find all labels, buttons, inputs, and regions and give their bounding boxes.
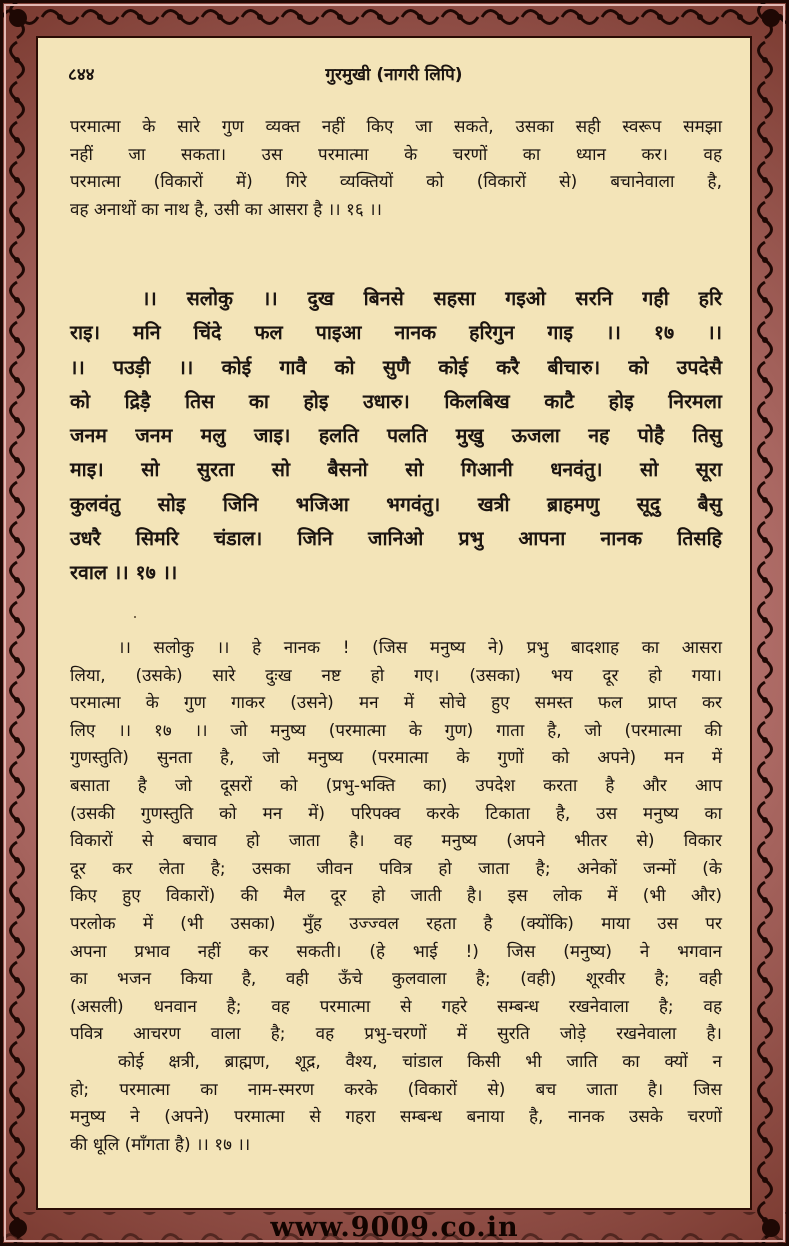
text-line: ।। सलोकु ।। हे नानक ! (जिस मनुष्य ने) प्रभु बादशाह का आसरा (118, 638, 722, 658)
verse-line: जनम जनम मलु जाइ। हलति पलति मुखु ऊजला नह पोहै तिसु (70, 424, 722, 448)
verse-line: कुलवंतु सोइ जिनि भजिआ भगवंतु। खत्री ब्राहमणु सूदु बैसु (70, 492, 722, 516)
verse-line: रवाल ।। १७ ।। (70, 561, 178, 585)
text-line: परमात्मा के सारे गुण व्यक्त नहीं किए जा सकते, उसका सही स्वरूप समझा (70, 117, 722, 137)
verse-line: उधरै सिमरि चंडाल। जिनि जानिओ प्रभु आपना नानक तिसहि (70, 527, 722, 551)
text-line: बसाता है जो दूसरों को (प्रभु-भक्ति का) उपदेश करता है और आप (70, 775, 722, 796)
page-title: गुरमुखी (नागरी लिपि) (325, 65, 463, 85)
text-line: परमात्मा के गुण गाकर (उसने) मन में सोचे हुए समस्त फल प्राप्त कर (70, 693, 722, 714)
text-line: वह अनाथों का नाथ है, उसी का आसरा है ।। १६ ।। (70, 199, 382, 220)
website-watermark: www.9009.co.in (270, 1212, 519, 1243)
text-line: किए हुए विकारों) की मैल दूर हो जाती है। इस लोक में (भी और) (70, 886, 722, 907)
text-line: की धूलि (माँगता है) ।। १७ ।। (70, 1134, 251, 1155)
verse-line: ।। पउड़ी ।। कोई गावै को सुणै कोई करै बीचारु। को उपदेसै (70, 355, 722, 379)
text-line: कोई क्षत्री, ब्राह्मण, शूद्र, वैश्य, चांडाल किसी भी जाति का क्यों न (118, 1051, 722, 1072)
text-line: दूर कर लेता है; उसका जीवन पवित्र हो जाता है; अनेकों जन्मों (के (70, 858, 722, 879)
page-header (68, 62, 720, 86)
text-line: (उसकी गुणस्तुति को मन में) परिपक्व करके टिकाता है, उस मनुष्य का (70, 803, 722, 824)
text-line: का भजन किया है, वही ऊँचे कुलवाला है; (वही) शूरवीर है; वही (70, 969, 722, 990)
text-line: परमात्मा (विकारों में) गिरे व्यक्तियों को (विकारों से) बचानेवाला है, (70, 172, 722, 193)
verse-line: ।। सलोकु ।। दुख बिनसे सहसा गइओ सरनि गही हरि (142, 287, 722, 310)
translation-16 (70, 114, 722, 224)
verse-17 (70, 282, 722, 591)
verse-line: राइ। मनि चिंदे फल पाइआ नानक हरिगुन गाइ ।। १७ ।। (70, 321, 722, 345)
text-line: अपना प्रभाव नहीं कर सकती। (हे भाई !) जिस (मनुष्य) ने भगवान (70, 941, 722, 962)
text-line: (असली) धनवान है; वह परमात्मा से गहरे सम्बन्ध रखनेवाला है; वह (70, 996, 722, 1017)
text-line: लिया, (उसके) सारे दुःख नष्ट हो गए। (उसका) भय दूर हो गया। (70, 665, 722, 686)
text-line: पवित्र आचरण वाला है; वह प्रभु-चरणों में सुरति जोड़े रखनेवाला है। (70, 1024, 722, 1045)
text-line: लिए ।। १७ ।। जो मनुष्य (परमात्मा के गुण) गाता है, जो (परमात्मा की (70, 720, 722, 741)
verse-line: माइ। सो सुरता सो बैसनो सो गिआनी धनवंतु। सो सूरा (70, 458, 722, 482)
verse-line: को द्रिड़ै तिस का होइ उधारु। किलबिख काटै होइ निरमला (70, 389, 722, 413)
translation-17 (70, 635, 722, 1159)
text-line: मनुष्य ने (अपने) परमात्मा से गहरा सम्बन्ध बनाया है, नानक उसके चरणों (70, 1107, 722, 1128)
text-line: विकारों से बचाव हो जाता है। वह मनुष्य (अपने भीतर से) विकार (70, 831, 722, 852)
page-number: ८४४ (68, 65, 95, 85)
stray-mark (134, 616, 136, 618)
text-line: नहीं जा सकता। उस परमात्मा के चरणों का ध्यान कर। वह (70, 144, 722, 165)
text-line: गुणस्तुति) सुनता है, जो मनुष्य (परमात्मा के गुणों को अपने) मन में (70, 748, 722, 769)
text-line: हो; परमात्मा का नाम-स्मरण करके (विकारों से) बच जाता है। जिस (70, 1079, 722, 1100)
text-line: परलोक में (भी उसका) मुँह उज्ज्वल रहता है (क्योंकि) माया उस पर (70, 913, 722, 934)
page-content (36, 36, 752, 1210)
